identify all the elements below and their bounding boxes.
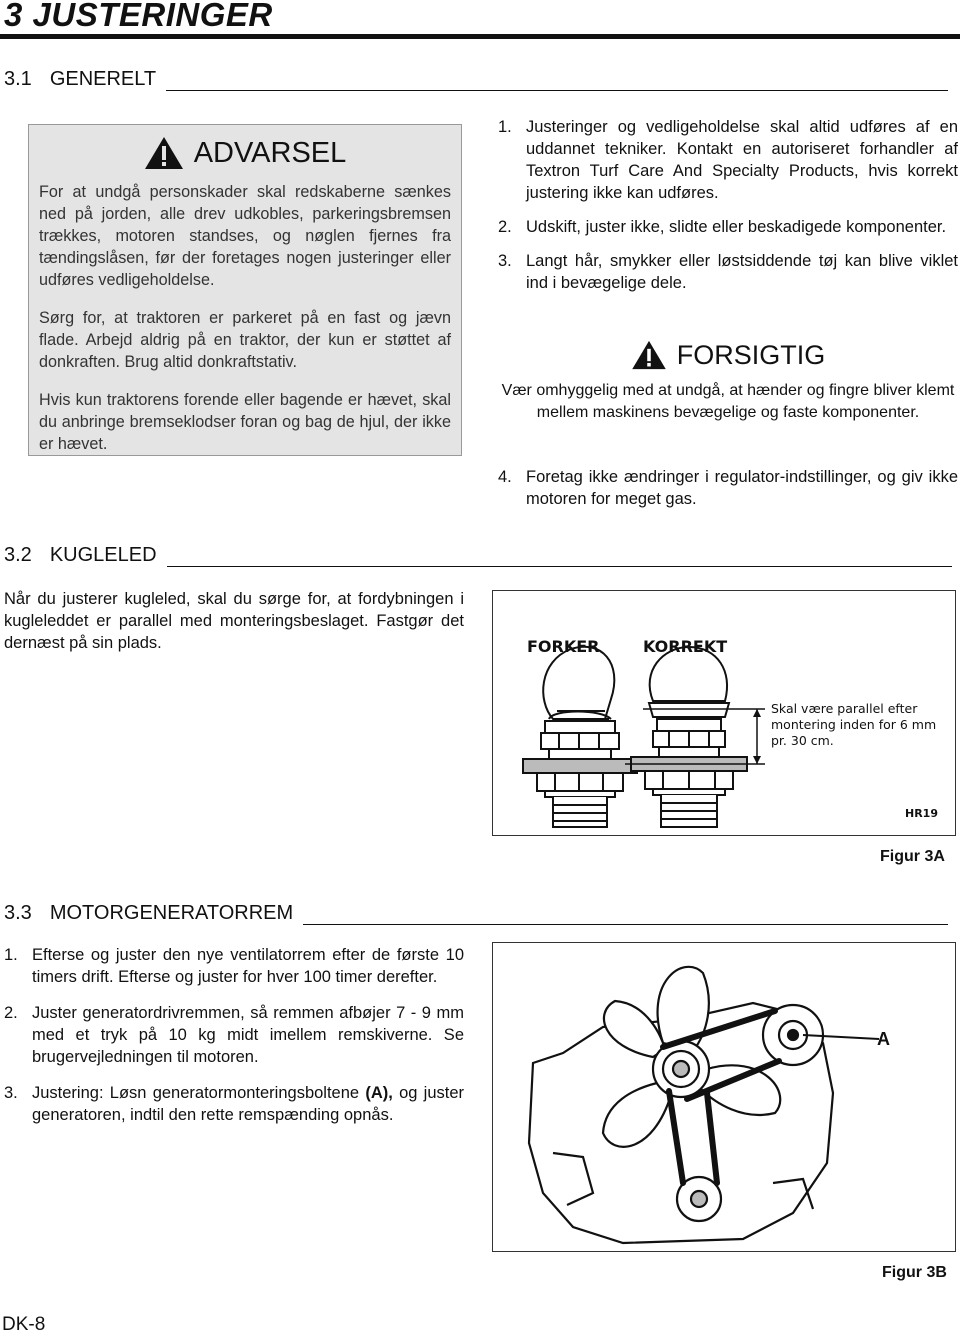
section-rule xyxy=(303,908,948,925)
figure-label-correct: KORREKT xyxy=(643,637,728,656)
figure-3b xyxy=(492,942,956,1252)
figure-note: Skal være parallel efter montering inden for 6 mm pr. 30 cm. xyxy=(771,701,937,748)
kugleled-text: Når du justerer kugleled, skal du sørge for, at fordybningen i kugleleddet er parallel med monteringsbeslaget. Fastgør det dernæst på sin plads. xyxy=(4,590,464,652)
list-item: 1. Justeringer og vedligeholdelse skal altid udføres af en uddannet tekniker. Kontakt en autoriseret forhandler af Textron Turf Care And Specialty Products, hvis korrekt justering ikke kan udføres. xyxy=(498,118,958,202)
general-steps xyxy=(498,116,958,306)
warning-triangle-icon xyxy=(144,136,184,170)
list-item: 2. Juster generatordrivremmen, så remmen afbøjer 7 - 9 mm med et tryk på 10 kg midt imellem remskiverne. Se brugervejledningen til motoren. xyxy=(4,1004,464,1066)
section-number: 3.1 xyxy=(4,68,32,90)
section-heading-kugleled xyxy=(4,544,952,567)
chapter-title: 3 JUSTERINGER xyxy=(4,0,273,33)
figure-code: HR19 xyxy=(905,807,938,820)
figure-caption-3b: Figur 3B xyxy=(882,1264,947,1281)
section-heading-generelt xyxy=(4,68,948,91)
page-number: DK-8 xyxy=(2,1314,46,1335)
list-item: 2. Udskift, juster ikke, slidte eller beskadigede komponenter. xyxy=(498,218,947,236)
chapter-rule xyxy=(0,34,960,39)
warning-box xyxy=(28,124,462,456)
figure-label-wrong: FORKER xyxy=(527,637,600,656)
list-item: 3. Langt hår, smykker eller løstsiddende tøj kan blive viklet ind i bevægelige dele. xyxy=(498,252,958,292)
section-heading-motorgeneratorrem xyxy=(4,902,948,925)
caution-box xyxy=(496,334,960,452)
caution-title xyxy=(496,334,960,376)
section-rule xyxy=(166,74,948,91)
figure-caption-3a: Figur 3A xyxy=(880,848,945,865)
section-title: GENERELT xyxy=(49,68,157,90)
warning-title-text: ADVARSEL xyxy=(193,136,347,169)
general-step-4 xyxy=(498,466,958,522)
figure-label-a: A xyxy=(877,1029,890,1049)
section-title: KUGLELED xyxy=(49,544,157,566)
warning-paragraph-2: Sørg for, at traktoren er parkeret på en fast og jævn flade. Arbejd aldrig på en traktor, der kun er støttet af donkraften. Brug altid donkraftstativ. xyxy=(39,309,451,371)
caution-title-text: FORSIGTIG xyxy=(676,339,826,370)
section-number: 3.3 xyxy=(4,902,32,924)
warning-paragraph-3: Hvis kun traktorens forende eller bagende er hævet, skal du anbringe bremseklodser foran og bag de hjul, der ikke er hævet. xyxy=(39,391,451,453)
figure-3a xyxy=(492,590,956,836)
generatorrem-steps xyxy=(4,944,464,1138)
list-item: 4. Foretag ikke ændringer i regulator-indstillinger, og giv ikke motoren for meget gas. xyxy=(498,468,958,508)
list-item: 1. Efterse og juster den nye ventilatorrem efter de første 10 timers drift. Efterse og juster for hver 100 timer derefter. xyxy=(4,946,464,986)
section-number: 3.2 xyxy=(4,544,32,566)
engine-belt-illustration xyxy=(493,943,955,1251)
warning-title xyxy=(39,133,451,173)
section-rule xyxy=(167,550,952,567)
caution-text: Vær omhyggelig med at undgå, at hænder og fingre bliver klemt mellem maskinens bevægelige og faste komponenter. xyxy=(501,382,955,421)
warning-triangle-icon xyxy=(631,340,667,370)
list-item: 3. Justering: Løsn generatormonteringsboltene (A), og juster generatoren, indtil den rette remspænding opnås. xyxy=(4,1084,465,1124)
warning-paragraph-1: For at undgå personskader skal redskaberne sænkes ned på jorden, alle drev udkobles, parkeringsbremsen trækkes, motoren standses, og nøglen fjernes fra tændingslåsen, før der foretages nogen justeringer eller udføres vedligeholdelse. xyxy=(39,183,451,289)
section-title: MOTORGENERATORREM xyxy=(49,902,294,924)
